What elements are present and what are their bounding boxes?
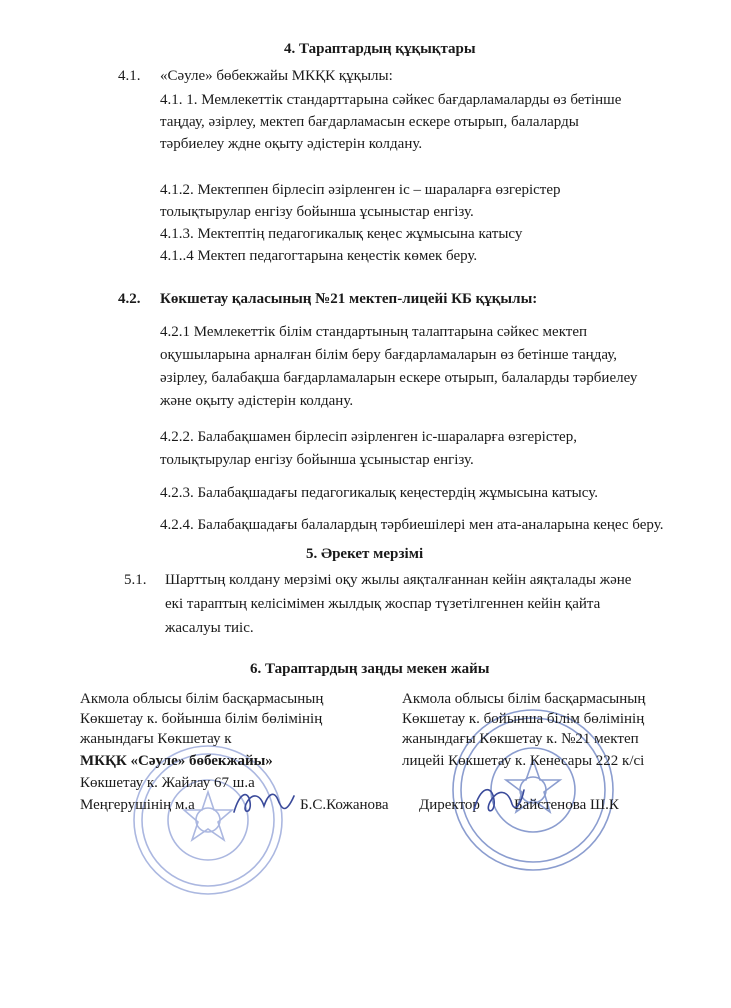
item-5-1-line: жасалуы тиіс. <box>165 620 254 636</box>
left-party-line: жанындағы Көкшетау к <box>80 731 232 747</box>
item-4-1-number: 4.1. <box>118 68 141 84</box>
item-4-1-text: «Сәуле» бөбекжайы МКҚК құқылы: <box>160 68 393 84</box>
item-4-2-2-line: 4.2.2. Балабақшамен бірлесіп әзірленген іс-шараларға өзгерістер, <box>160 429 577 445</box>
item-4-2-1-line: және оқыту әдістерін колдану. <box>160 393 354 409</box>
item-4-1-2-line: 4.1.2. Мектеппен бірлесіп әзірленген іс – шараларға өзгерістер <box>160 182 561 198</box>
item-4-1-1-line: тәрбиелеу ждне оқыту әдістерін колдану. <box>160 136 423 152</box>
right-party-line: жанындағы Көкшетау к. №21 мектеп <box>402 731 639 747</box>
right-party-line: лицейі Көкшетау к. Кенесары 222 к/сі <box>402 753 645 769</box>
item-4-1-1-line: таңдау, әзірлеу, мектеп бағдарламасын ескере отырып, балаларды <box>160 114 579 130</box>
item-4-2-number: 4.2. <box>118 291 141 307</box>
left-signer-name: Б.С.Кожанова <box>300 797 389 813</box>
item-4-2-4: 4.2.4. Балабақшадағы балалардың тәрбиешілері мен ата-аналарына кеңес беру. <box>160 517 664 533</box>
item-4-2-1-line: әзірлеу, балабақша бағдарламаларын ескере отырып, балаларды тәрбиелеу <box>160 370 638 386</box>
left-party-line: Көкшетау к. бойынша білім бөлімінің <box>80 711 323 727</box>
right-signer-name: Байстенова Ш.К <box>514 797 619 813</box>
item-4-1-1-line: 4.1. 1. Мемлекеттік стандарттарына сәйкес бағдарламаларды өз бетінше <box>160 92 622 108</box>
left-signer-role: Меңгерушінің м.а <box>80 797 195 813</box>
item-4-2-3: 4.2.3. Балабақшадағы педагогикалық кеңестердің жұмысына катысу. <box>160 485 598 501</box>
right-party-line: Акмола облысы білім басқармасының <box>402 691 646 707</box>
item-5-1-line: екі тараптың келісімімен жылдық жоспар түзетілгеннен кейін қайта <box>165 596 601 612</box>
section-5-title: 5. Әрекет мерзімі <box>306 546 424 562</box>
left-party-org-name: МКҚК «Сәуле» бөбекжайы» <box>80 753 273 769</box>
item-4-1-2-line: толықтырулар енгізу бойынша ұсыныстар енгізу. <box>160 204 474 220</box>
left-party-address: Көкшетау к. Жайлау 67 ш.а <box>80 775 255 791</box>
section-6-title: 6. Тараптардың заңды мекен жайы <box>250 661 490 677</box>
item-5-1-line: Шарттың колдану мерзімі оқу жылы аяқталғаннан кейін аяқталады және <box>165 572 632 588</box>
item-4-1-4: 4.1..4 Мектеп педагогтарына кеңестік көмек беру. <box>160 248 478 264</box>
item-4-2-1-line: 4.2.1 Мемлекеттік білім стандартының талаптарына сәйкес мектеп <box>160 324 588 340</box>
item-4-2-text: Көкшетау қаласының №21 мектеп-лицейі КБ құқылы: <box>160 291 538 307</box>
item-5-1-number: 5.1. <box>124 572 147 588</box>
section-4-title: 4. Тараптардың құқықтары <box>284 41 476 57</box>
item-4-2-2-line: толықтырулар енгізу бойынша ұсыныстар енгізу. <box>160 452 474 468</box>
right-signer-role: Директор <box>419 797 480 813</box>
left-party-line: Акмола облысы білім басқармасының <box>80 691 324 707</box>
item-4-2-1-line: оқушыларына арналған білім беру бағдарламаларын өз бетінше таңдау, <box>160 347 617 363</box>
right-party-line: Көкшетау к. бойынша білім бөлімінің <box>402 711 645 727</box>
item-4-1-3: 4.1.3. Мектептің педагогикалық кеңес жұмысына катысу <box>160 226 523 242</box>
